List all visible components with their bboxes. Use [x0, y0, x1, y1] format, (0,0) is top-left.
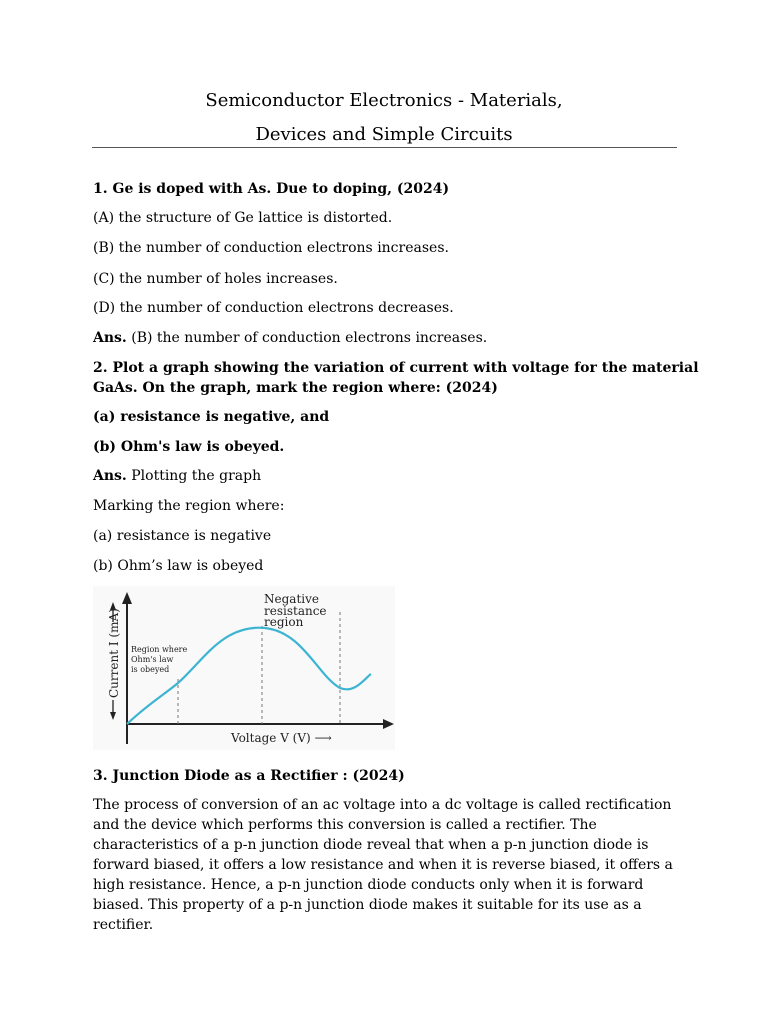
q2-marking: Marking the region where: — [93, 498, 285, 514]
document-title-line1: Semiconductor Electronics - Materials, — [205, 90, 563, 111]
y-axis-label: Current I (mA) — [107, 608, 121, 698]
q1-answer-label: Ans. — [93, 330, 127, 346]
q1-option-d: (D) the number of conduction electrons decreases. — [93, 300, 454, 316]
document-title-line2: Devices and Simple Circuits — [255, 124, 513, 145]
q3-line: The process of conversion of an ac voltage into a dc voltage is called rectification — [93, 797, 672, 813]
q1-answer-text: (B) the number of conduction electrons increases. — [126, 330, 488, 346]
ohm-region-label-3: is obeyed — [131, 665, 170, 674]
q3-heading: 3. Junction Diode as a Rectifier : (2024) — [93, 768, 405, 784]
q3-line: characteristics of a p-n junction diode reveal that when a p-n junction diode is — [93, 837, 649, 853]
q2-answer-label: Ans. — [93, 468, 127, 484]
q3-line: rectifier. — [93, 917, 154, 933]
q2-mark-b: (b) Ohm’s law is obeyed — [93, 558, 264, 574]
negative-resistance-label-2: resistance — [264, 604, 327, 618]
q1-option-b: (B) the number of conduction electrons increases. — [93, 240, 449, 256]
ohm-region-label-1: Region where — [131, 645, 188, 654]
q2-mark-a: (a) resistance is negative — [93, 528, 272, 544]
q3-line: forward biased, it offers a low resistance and when it is reverse biased, it offers a — [93, 857, 673, 873]
q1-option-c: (C) the number of holes increases. — [93, 271, 338, 287]
q1-question: 1. Ge is doped with As. Due to doping, (2024) — [93, 181, 450, 197]
q2-part-a: (a) resistance is negative, and — [93, 409, 330, 425]
q3-paragraph — [93, 795, 673, 935]
q3-line: and the device which performs this conversion is called a rectifier. The — [93, 817, 597, 833]
q1-answer — [93, 329, 487, 347]
ohm-region-label-2: Ohm's law — [131, 655, 174, 664]
q2-question-line2: GaAs. On the graph, mark the region where: (2024) — [93, 380, 498, 396]
negative-resistance-label-1: Negative — [264, 592, 319, 606]
q3-line: high resistance. Hence, a p-n junction diode conducts only when it is forward — [93, 877, 644, 893]
q3-line: biased. This property of a p-n junction diode makes it suitable for its use as a — [93, 897, 642, 913]
title-underline — [92, 147, 677, 148]
q2-part-b: (b) Ohm's law is obeyed. — [93, 439, 285, 455]
x-axis-label: Voltage V (V) ⟶ — [231, 731, 332, 745]
q2-answer — [93, 467, 261, 485]
q1-option-a: (A) the structure of Ge lattice is distorted. — [93, 210, 393, 226]
iv-characteristic-figure — [93, 586, 395, 750]
negative-resistance-label-3: region — [264, 615, 304, 629]
q2-question-line1: 2. Plot a graph showing the variation of current with voltage for the material — [93, 360, 699, 376]
q2-answer-text: Plotting the graph — [126, 468, 262, 484]
